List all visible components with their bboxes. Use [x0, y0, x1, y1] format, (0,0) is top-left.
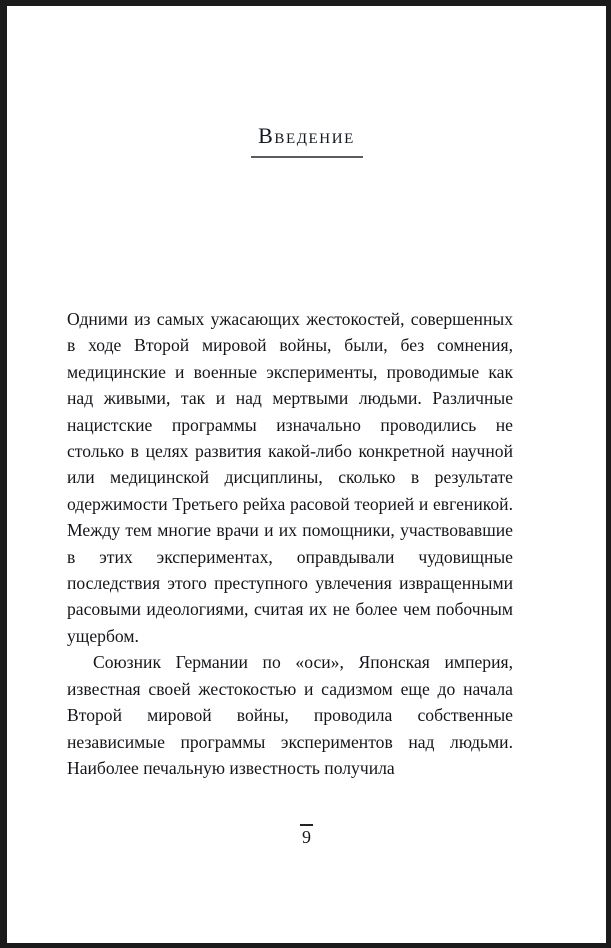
page-sheet — [7, 6, 606, 943]
page-footer — [7, 824, 606, 847]
page-number: 9 — [302, 827, 311, 847]
page-title: Введение — [258, 123, 355, 148]
paragraph: Союзник Германии по «оси», Японская империя, известная своей жестокостью и садизмом еще до начала Второй мировой войны, проводила собственные независимые программы экспериментов над людьми. Наиболее печальную известность получила — [67, 652, 513, 778]
chapter-heading — [7, 124, 606, 158]
heading-rule-divider — [251, 156, 363, 158]
body-text-column — [67, 306, 513, 781]
folio-bar-ornament — [300, 824, 313, 826]
paragraph: Одними из самых ужасающих жестокостей, совершенных в ходе Второй мировой войны, были, без сомнения, медицинские и военные эксперименты, проводимые как над живыми, так и над мертвыми людьми. Различные нацистские программы изначально проводились не столько в целях развития какой-либо конкретной научной или медицинской дисциплины, сколько в результате одержимости Третьего рейха расовой теорией и евгеникой. Между тем многие врачи и их помощники, участвовавшие в этих экспериментах, оправдывали чудовищные последствия этого преступного увлечения извращенными расовыми идеологиями, считая их не более чем побочным ущербом. — [67, 309, 513, 646]
